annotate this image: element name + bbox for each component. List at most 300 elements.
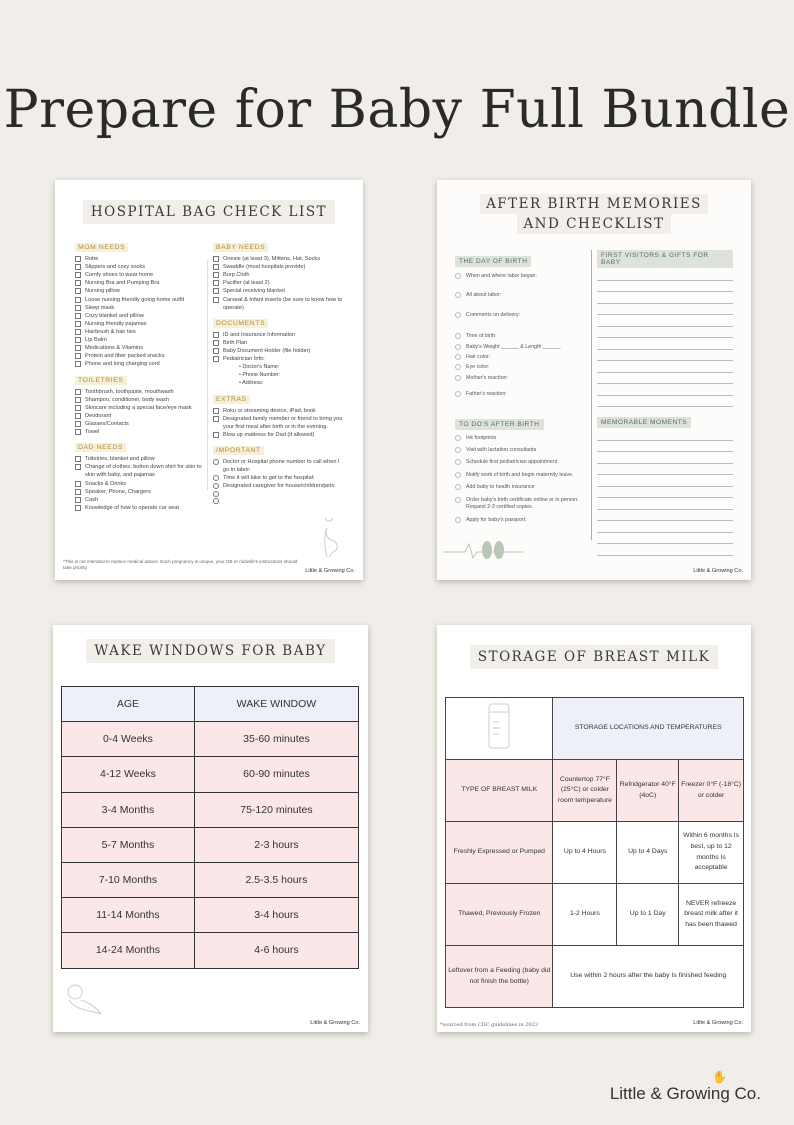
radio-circle-icon[interactable]	[455, 517, 461, 523]
row-leftover-value: Use within 2 hours after the baby Is finished feeding	[553, 946, 744, 1008]
checklist-item[interactable]	[75, 279, 203, 287]
checklist-item-label: Pacifier (at least 2)	[223, 280, 270, 287]
checklist-item[interactable]	[75, 328, 203, 336]
checkbox-icon[interactable]	[213, 297, 219, 303]
page-title: Prepare for Baby Full Bundle	[3, 80, 791, 140]
checklist-item-label: Blow up mattress for Dad (if allowed)	[223, 431, 315, 438]
checklist-item-label: Nursing friendly pajamas	[85, 320, 147, 327]
checkbox-icon[interactable]	[213, 272, 219, 278]
checklist-item[interactable]	[75, 396, 203, 404]
checkbox-icon[interactable]	[75, 288, 81, 294]
checklist-item-label: Mother's reaction:	[466, 374, 508, 381]
checklist-item-label: Change of clothes, button down shirt for skin to skin with baby, and pajamas	[85, 464, 202, 479]
hospital-right-column	[213, 236, 347, 504]
storage-table	[445, 697, 744, 1008]
checklist-item[interactable]	[213, 255, 347, 263]
checklist-item-label: Eye color:	[466, 364, 490, 371]
moment-lines	[597, 440, 733, 556]
radio-circle-icon[interactable]	[455, 391, 461, 397]
checklist-item[interactable]	[75, 388, 203, 396]
checklist-item-label: Pediatrician Info:	[223, 356, 265, 363]
documents-list	[213, 331, 347, 363]
after-birth-sheet	[437, 180, 751, 580]
mom-needs-list	[75, 255, 203, 369]
writing-line[interactable]	[597, 486, 733, 487]
checkbox-icon[interactable]	[75, 413, 81, 419]
column-divider	[207, 260, 208, 490]
storage-footnote: *sourced from CDC guidelines in 2023	[440, 1022, 538, 1028]
checkbox-icon[interactable]	[75, 497, 81, 503]
checklist-item[interactable]	[75, 428, 203, 436]
table-row	[62, 757, 359, 792]
milk-bag-cell	[446, 698, 553, 760]
checklist-item[interactable]	[75, 504, 203, 512]
brand-label: Little & Growing Co.	[693, 568, 743, 574]
checklist-item-label: Baby Document Holder (file holder)	[223, 347, 311, 354]
checklist-item-label: Skincare including a special face/eye mask	[85, 404, 192, 411]
brand-logo	[609, 1070, 761, 1104]
after-right-column	[597, 250, 733, 556]
checkbox-icon[interactable]	[75, 361, 81, 367]
checkbox-icon[interactable]	[213, 408, 219, 414]
checklist-item-label: Cozy blanket and pillow	[85, 312, 144, 319]
refrigerator-header: Refridgerator 40°F (4oC)	[617, 760, 679, 822]
checkbox-icon[interactable]	[213, 348, 219, 354]
checklist-item-label: Shampoo, conditioner, body wash	[85, 396, 169, 403]
writing-line[interactable]	[597, 303, 733, 304]
radio-circle-icon[interactable]	[455, 354, 461, 360]
checklist-item-label: Deodorant	[85, 412, 112, 419]
documents-heading: DOCUMENTS	[213, 319, 268, 328]
checklist-item[interactable]	[455, 292, 589, 299]
checklist-item-label: Add baby to health insurance	[466, 484, 535, 491]
after-left-column	[455, 250, 589, 529]
writing-line[interactable]	[597, 406, 733, 407]
hospital-footnote: *This is not intended to replace medical advice. Each pregnancy is unique, your OB or midwife's instructions should take priority.	[63, 559, 298, 571]
checkbox-icon[interactable]	[75, 421, 81, 427]
baby-needs-list	[213, 255, 347, 312]
checklist-item-label: Medications & Vitamins	[85, 345, 144, 352]
writing-line[interactable]	[597, 383, 733, 384]
age-cell: 3-4 Months	[62, 792, 195, 827]
checklist-item-label: ID and Insurance Information	[223, 331, 296, 338]
checklist-item[interactable]	[75, 296, 203, 304]
checkbox-icon[interactable]	[75, 389, 81, 395]
writing-line[interactable]	[597, 497, 733, 498]
checklist-item-label: Toiletries, blanket and pillow	[85, 456, 155, 463]
radio-circle-icon[interactable]	[455, 472, 461, 478]
checklist-item-label: Roku or streaming device, iPad, book	[223, 407, 316, 414]
brand-label: Little & Growing Co.	[310, 1020, 360, 1026]
checklist-item-label: Nursing Bra and Pumping Bra	[85, 280, 160, 287]
wake-window-cell: 4-6 hours	[194, 933, 358, 968]
checklist-item-label: Notify work of birth and begin maternity leave.	[466, 471, 574, 478]
radio-circle-icon[interactable]	[455, 447, 461, 453]
writing-line[interactable]	[597, 314, 733, 315]
baby-needs-heading: BABY NEEDS	[213, 243, 268, 252]
checklist-item[interactable]	[455, 459, 589, 466]
checklist-item-label: Schedule first pediatrician appointment	[466, 459, 558, 466]
checklist-item-label: Special receiving blanket	[223, 288, 285, 295]
checklist-item[interactable]	[213, 355, 347, 363]
checklist-item-label: Apply for baby's passport.	[466, 516, 527, 523]
row-thawed-fridge: Up to 1 Day	[617, 884, 679, 946]
storage-title-wrap	[437, 645, 751, 669]
checklist-item[interactable]	[75, 304, 203, 312]
writing-line[interactable]	[597, 543, 733, 544]
radio-circle-icon[interactable]	[455, 459, 461, 465]
checkbox-icon[interactable]	[75, 397, 81, 403]
checklist-item[interactable]	[75, 263, 203, 271]
checkbox-icon[interactable]	[213, 416, 219, 422]
toiletries-heading: TOILETRIES	[75, 376, 127, 385]
todo-heading: TO DO'S AFTER BIRTH	[455, 419, 544, 430]
checklist-item[interactable]	[213, 415, 347, 431]
row-leftover-label: Leftover from a Feeding (baby did not finish the bottle)	[446, 946, 553, 1008]
storage-title: STORAGE OF BREAST MILK	[470, 645, 718, 669]
checklist-item-label: Protein and fiber packed snacks	[85, 353, 165, 360]
after-title-line2: AND CHECKLIST	[517, 214, 670, 234]
checkbox-icon[interactable]	[213, 356, 219, 362]
checkbox-icon[interactable]	[75, 429, 81, 435]
wake-window-header: WAKE WINDOW	[194, 687, 358, 722]
writing-line[interactable]	[597, 349, 733, 350]
visitors-heading: FIRST VISITORS & GIFTS FOR BABY	[597, 250, 733, 268]
checklist-item[interactable]	[213, 271, 347, 279]
writing-line[interactable]	[597, 372, 733, 373]
checkbox-icon[interactable]	[75, 256, 81, 262]
checklist-item[interactable]	[455, 344, 589, 351]
visitor-lines	[597, 280, 733, 408]
checklist-item[interactable]	[455, 312, 589, 319]
checklist-item[interactable]	[213, 296, 347, 312]
age-cell: 0-4 Weeks	[62, 722, 195, 757]
writing-line[interactable]	[597, 555, 733, 556]
age-cell: 11-14 Months	[62, 898, 195, 933]
age-cell: 14-24 Months	[62, 933, 195, 968]
wake-window-cell: 3-4 hours	[194, 898, 358, 933]
checklist-item[interactable]	[455, 484, 589, 491]
writing-line[interactable]	[597, 326, 733, 327]
checklist-item[interactable]	[213, 263, 347, 271]
checklist-item-label: Father's reaction:	[466, 391, 507, 398]
day-of-birth-list	[455, 273, 589, 399]
radio-circle-icon[interactable]	[455, 344, 461, 350]
checklist-item[interactable]	[213, 482, 347, 490]
table-row	[62, 827, 359, 862]
checklist-item-label: Doctor or Hospital phone number to call when I go in labor:	[223, 458, 340, 474]
checkbox-icon[interactable]	[75, 345, 81, 351]
checklist-item-label: Hair color:	[466, 354, 491, 361]
writing-line[interactable]	[597, 520, 733, 521]
hospital-left-column	[75, 236, 203, 512]
checklist-item-label: Birth Plan	[223, 339, 248, 346]
checklist-item[interactable]	[213, 431, 347, 439]
radio-circle-icon[interactable]	[455, 273, 461, 279]
checklist-item-label: Robe	[85, 256, 99, 262]
writing-line[interactable]	[597, 291, 733, 292]
pediatrician-sub-item: • Doctor's Name:	[213, 363, 347, 371]
pediatrician-sub-list	[213, 363, 347, 387]
baby-footprints-icon	[443, 532, 523, 566]
radio-circle-icon[interactable]	[455, 333, 461, 339]
wake-window-cell: 35-60 minutes	[194, 722, 358, 757]
checkbox-icon[interactable]	[213, 288, 219, 294]
checkbox-icon[interactable]	[75, 405, 81, 411]
checklist-item[interactable]	[213, 474, 347, 482]
checklist-item[interactable]	[75, 412, 203, 420]
checklist-item[interactable]	[213, 287, 347, 295]
checklist-item-label: When and where labor began:	[466, 273, 537, 279]
checkbox-icon[interactable]	[75, 505, 81, 511]
radio-circle-icon[interactable]	[455, 364, 461, 370]
type-header: TYPE OF BREAST MILK	[446, 760, 553, 822]
radio-circle-icon[interactable]	[213, 483, 219, 489]
checklist-item-label: Time it will take to get to the hospital:	[223, 475, 315, 482]
row-freshly-fridge: Up to 4 Days	[617, 822, 679, 884]
checklist-item-label: Swaddle (most hospitals provide)	[223, 264, 306, 271]
radio-circle-icon[interactable]	[455, 312, 461, 318]
checklist-item[interactable]	[213, 347, 347, 355]
checkbox-icon[interactable]	[75, 297, 81, 303]
checklist-item-label: Cash	[85, 496, 99, 503]
checklist-item[interactable]	[75, 271, 203, 279]
day-of-birth-heading: THE DAY OF BIRTH	[455, 256, 531, 267]
toiletries-list	[75, 388, 203, 437]
radio-circle-icon[interactable]	[213, 459, 219, 465]
wake-title-wrap	[53, 639, 368, 663]
wake-window-cell: 2-3 hours	[194, 827, 358, 862]
checklist-item-label: Speaker, Phone, Chargers	[85, 488, 151, 495]
checklist-item[interactable]	[455, 447, 589, 454]
checklist-item[interactable]	[75, 463, 203, 479]
radio-circle-icon[interactable]	[455, 375, 461, 381]
row-freshly-freezer: Within 6 months Is best, up to 12 months Is acceptable	[679, 822, 744, 884]
checklist-item[interactable]	[75, 404, 203, 412]
checkbox-icon[interactable]	[213, 340, 219, 346]
checkbox-icon[interactable]	[213, 332, 219, 338]
checklist-item-label: Comments on delivery:	[466, 311, 521, 318]
countertop-header: Countertop 77°F (25°C) or colder room temperature	[553, 760, 617, 822]
checklist-item-label: Burp Cloth	[223, 272, 250, 279]
checklist-item[interactable]	[213, 407, 347, 415]
checklist-item-label: Knowledge of how to operate car seat	[85, 504, 179, 511]
writing-line[interactable]	[597, 463, 733, 464]
table-row	[62, 792, 359, 827]
checkbox-icon[interactable]	[75, 280, 81, 286]
checklist-item-label: Snacks & Drinks	[85, 480, 127, 487]
checklist-item-label: Designated caregiver for house/children/pets:	[223, 483, 336, 490]
checklist-item[interactable]	[455, 517, 589, 524]
hospital-bag-sheet	[55, 180, 363, 580]
storage-locations-header: STORAGE LOCATIONS AND TEMPERATURES	[553, 698, 744, 760]
checklist-item-label: Carseat & Infant inserts (be sure to know how to operate)	[223, 296, 343, 311]
pediatrician-sub-item: • Address:	[213, 379, 347, 387]
checklist-item[interactable]	[455, 273, 589, 280]
radio-circle-icon[interactable]	[213, 498, 219, 504]
brand-logo-text: Little & Growing Co.	[609, 1084, 761, 1103]
radio-circle-icon[interactable]	[455, 292, 461, 298]
checklist-item-label: All about labor:	[466, 292, 502, 299]
pregnant-silhouette-icon	[315, 518, 349, 558]
checklist-item-label: Glasses/Contacts	[85, 420, 129, 427]
wake-window-cell: 2.5-3.5 hours	[194, 862, 358, 897]
checkbox-icon[interactable]	[75, 272, 81, 278]
checklist-item[interactable]	[213, 339, 347, 347]
checklist-item-label: Toothbrush, toothpaste, mouthwash	[85, 388, 174, 395]
radio-circle-icon[interactable]	[455, 497, 461, 503]
checklist-item[interactable]	[213, 490, 347, 497]
checklist-item[interactable]	[75, 312, 203, 320]
wake-window-cell: 75-120 minutes	[194, 792, 358, 827]
checklist-item[interactable]	[75, 336, 203, 344]
checklist-item[interactable]	[75, 488, 203, 496]
checklist-item[interactable]	[213, 331, 347, 339]
wake-title: WAKE WINDOWS FOR BABY	[86, 639, 334, 663]
checklist-item[interactable]	[75, 455, 203, 463]
sleeping-baby-icon	[61, 980, 107, 1020]
pediatrician-sub-item: • Phone Number:	[213, 371, 347, 379]
checkbox-icon[interactable]	[75, 464, 81, 470]
checkbox-icon[interactable]	[75, 353, 81, 359]
row-thawed-countertop: 1-2 Hours	[553, 884, 617, 946]
checklist-item-label: Sleep mask	[85, 304, 115, 311]
checklist-item[interactable]	[75, 287, 203, 295]
wake-table-body	[62, 722, 359, 968]
checklist-item-label: Loose nursing friendly going home outfit	[85, 296, 185, 303]
column-divider	[591, 250, 592, 540]
important-heading: IMPORTANT	[213, 446, 264, 455]
writing-line[interactable]	[597, 451, 733, 452]
hospital-title: HOSPITAL BAG CHECK LIST	[83, 200, 335, 224]
checklist-item[interactable]	[213, 279, 347, 287]
checklist-item-label: Nursing pillow	[85, 288, 120, 295]
checkbox-icon[interactable]	[213, 264, 219, 270]
checkbox-icon[interactable]	[75, 305, 81, 311]
checklist-item[interactable]	[455, 435, 589, 442]
after-title-line1: AFTER BIRTH MEMORIES	[480, 194, 708, 214]
checklist-item[interactable]	[213, 497, 347, 504]
row-thawed-freezer: NEVER refreeze breast milk after it has been thawed	[679, 884, 744, 946]
table-row	[62, 722, 359, 757]
checkbox-icon[interactable]	[75, 456, 81, 462]
checklist-item[interactable]	[75, 360, 203, 368]
checklist-item-label: Onesie (at least 3), Mittens, Hat, Socks	[223, 256, 320, 262]
freezer-header: Freezer 0°F (-18°C) or colder	[679, 760, 744, 822]
checkbox-icon[interactable]	[75, 264, 81, 270]
radio-circle-icon[interactable]	[455, 484, 461, 490]
mom-needs-heading: MOM NEEDS	[75, 243, 128, 252]
checklist-item[interactable]	[213, 458, 347, 474]
checkbox-icon[interactable]	[75, 489, 81, 495]
age-cell: 7-10 Months	[62, 862, 195, 897]
brand-label: Little & Growing Co.	[305, 568, 355, 574]
todo-list	[455, 435, 589, 524]
after-title-wrap	[437, 194, 751, 234]
row-freshly-label: Freshly Expressed or Pumped	[446, 822, 553, 884]
checkbox-icon[interactable]	[213, 280, 219, 286]
checklist-item[interactable]	[455, 375, 589, 382]
checklist-item-label: Comfy shoes to wear home	[85, 272, 154, 279]
checklist-item[interactable]	[455, 391, 589, 398]
radio-circle-icon[interactable]	[213, 475, 219, 481]
checklist-item[interactable]	[75, 420, 203, 428]
sheet-title-wrap	[55, 200, 363, 224]
age-cell: 5-7 Months	[62, 827, 195, 862]
writing-line[interactable]	[597, 280, 733, 281]
storage-sheet	[437, 625, 751, 1032]
checkbox-icon[interactable]	[213, 432, 219, 438]
checklist-item-label: Ink footprints	[466, 434, 497, 441]
checkbox-icon[interactable]	[75, 313, 81, 319]
writing-line[interactable]	[597, 474, 733, 475]
writing-line[interactable]	[597, 509, 733, 510]
checklist-item[interactable]	[455, 472, 589, 479]
checklist-item-label: Baby's Weight ______ & Length ______	[466, 343, 561, 350]
checkbox-icon[interactable]	[213, 256, 219, 262]
moments-heading: MEMORABLE MOMENTS	[597, 417, 691, 428]
table-row	[62, 898, 359, 933]
wake-windows-table	[61, 686, 359, 969]
brand-label: Little & Growing Co.	[693, 1020, 743, 1026]
checklist-item[interactable]	[455, 364, 589, 371]
checklist-item-label: Designated family member or friend to bring you your first meal after birth or in the evening.	[223, 415, 343, 430]
table-row	[62, 933, 359, 968]
writing-line[interactable]	[597, 532, 733, 533]
checklist-item[interactable]	[455, 333, 589, 340]
checklist-item-label: Slippers and cozy socks	[85, 264, 146, 271]
checkbox-icon[interactable]	[75, 481, 81, 487]
milk-bag-icon	[485, 702, 513, 750]
checklist-item-label: Order baby's birth certificate online or in person. Request 2-3 certified copies.	[466, 496, 579, 511]
row-freshly-countertop: Up to 4 Hours	[553, 822, 617, 884]
checkbox-icon[interactable]	[75, 329, 81, 335]
row-thawed-label: Thawed, Previously Frozen	[446, 884, 553, 946]
checklist-item[interactable]	[75, 352, 203, 360]
checklist-item[interactable]	[455, 497, 589, 512]
wake-windows-sheet	[53, 625, 368, 1032]
important-list	[213, 458, 347, 504]
dad-needs-heading: DAD NEEDS	[75, 443, 126, 452]
checklist-item-label: Towel	[85, 429, 100, 436]
checklist-item[interactable]	[75, 255, 203, 263]
dad-needs-list	[75, 455, 203, 512]
writing-line[interactable]	[597, 360, 733, 361]
checklist-item-label: Phone and long charging cord	[85, 361, 160, 368]
checkbox-icon[interactable]	[75, 337, 81, 343]
table-row	[62, 862, 359, 897]
checklist-item[interactable]	[75, 320, 203, 328]
checkbox-icon[interactable]	[75, 321, 81, 327]
checklist-item[interactable]	[75, 344, 203, 352]
checklist-item[interactable]	[75, 480, 203, 488]
hand-icon: ✋	[712, 1070, 727, 1084]
checklist-item[interactable]	[455, 354, 589, 361]
writing-line[interactable]	[597, 395, 733, 396]
checklist-item-label: Hairbrush & hair ties	[85, 328, 136, 335]
radio-circle-icon[interactable]	[455, 435, 461, 441]
age-cell: 4-12 Weeks	[62, 757, 195, 792]
checklist-item-label: Time of birth:	[466, 333, 497, 340]
checklist-item[interactable]	[75, 496, 203, 504]
age-header: AGE	[62, 687, 195, 722]
checklist-item-label: Visit with lactation consultants	[466, 447, 537, 454]
writing-line[interactable]	[597, 337, 733, 338]
extras-heading: EXTRAS	[213, 395, 250, 404]
writing-line[interactable]	[597, 440, 733, 441]
wake-window-cell: 60-90 minutes	[194, 757, 358, 792]
extras-list	[213, 407, 347, 439]
